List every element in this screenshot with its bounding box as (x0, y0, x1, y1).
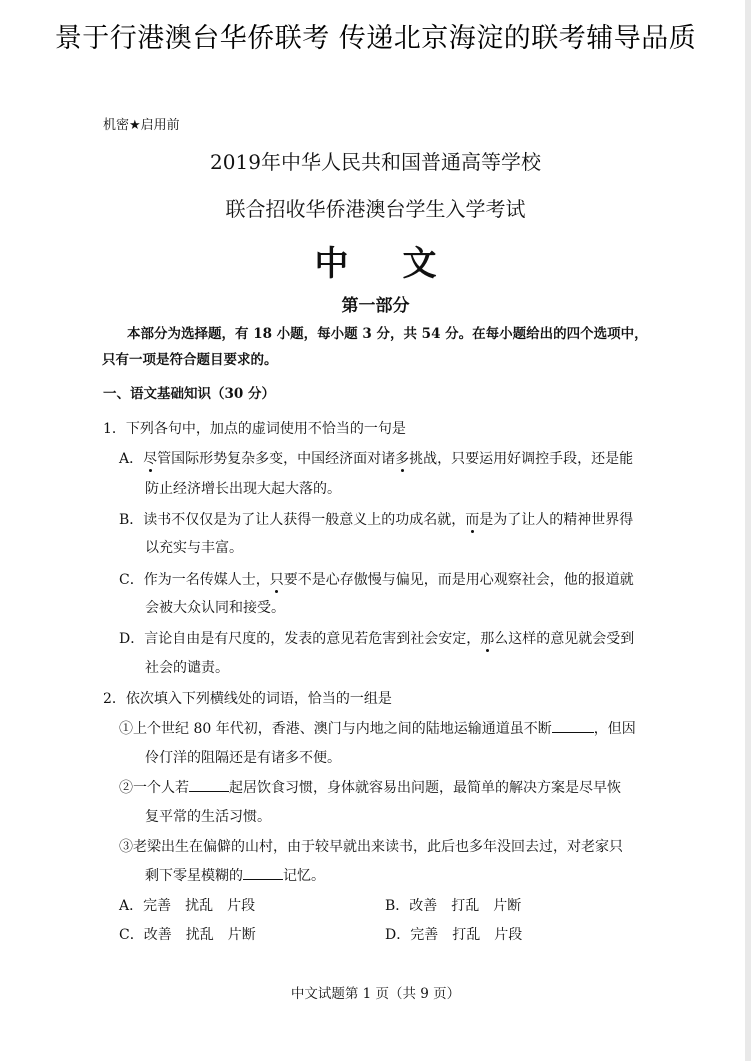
q2-sentence-1-line2: 伶仃洋的阻隔还是有诸多不便。 (145, 750, 341, 766)
subject-title: 中文 (314, 244, 491, 284)
q1-option-d-line2: 社会的谴责。 (145, 660, 229, 676)
fill-blank (189, 777, 229, 792)
option-letter: A． (119, 451, 144, 467)
sentence-text: ，但因 (593, 721, 636, 737)
q2-sentence-3-line1: ③老梁出生在偏僻的山村，由于较早就出来读书，此后也多年没回去过，对老家只 (119, 839, 623, 855)
q2-sentence-3-line2 (145, 865, 325, 885)
page-footer: 中文试题第 1 页（共 9 页） (290, 986, 461, 1002)
question-2-stem: 2．依次填入下列横线处的词语，恰当的一组是 (103, 691, 392, 707)
q2-sentence-1-line1 (119, 718, 636, 738)
dotted-word: 多 (395, 448, 409, 468)
q2-sentence-2-line2: 复平常的生活习惯。 (145, 809, 271, 825)
option-text: 挑战，只要运用好调控手段，还是能 (409, 451, 634, 467)
dotted-word: 尽 (143, 448, 157, 468)
q2-option-d: D．完善 打乱 片段 (385, 927, 523, 943)
q1-option-b-line2: 以充实与丰富。 (145, 540, 243, 556)
option-text: 管国际形势复杂多变，中国经济面对诸 (157, 451, 396, 467)
q2-option-b: B．改善 打乱 片断 (385, 898, 522, 914)
header-banner: 景于行港澳台华侨联考 传递北京海淀的联考辅导品质 (54, 23, 697, 54)
sentence-text: ②一个人若 (119, 780, 189, 796)
q1-option-b-line1 (119, 509, 633, 529)
section-heading: 一、语文基础知识（30 分） (103, 386, 275, 402)
sentence-text: 起居饮食习惯，身体就容易出问题，最简单的解决方案是尽早恢 (229, 780, 621, 796)
q1-option-a-line1 (119, 448, 633, 468)
instructions-line1: 本部分为选择题，有 18 小题，每小题 3 分，共 54 分。在每小题给出的四个选项中， (127, 326, 648, 342)
q2-option-c: C．改善 扰乱 片断 (119, 927, 256, 943)
option-text: 要不是心存傲慢与偏见，而是用心观察社会，他的报道就 (283, 572, 634, 588)
question-1-stem: 1．下列各句中，加点的虚词使用不恰当的一句是 (103, 421, 406, 437)
exam-title-line2: 联合招收华侨港澳台学生入学考试 (225, 197, 526, 221)
dotted-word: 而 (465, 509, 479, 529)
exam-title-line1: 2019年中华人民共和国普通高等学校 (210, 150, 541, 174)
sentence-text: 剩下零星模糊的 (145, 868, 243, 884)
dotted-word: 只 (270, 569, 284, 589)
fill-blank (552, 718, 594, 733)
dotted-word: 那 (480, 628, 494, 648)
fill-blank (243, 865, 283, 880)
q2-option-a: A．完善 扰乱 片段 (119, 898, 256, 914)
option-text: 是为了让人的精神世界得 (479, 512, 634, 528)
q1-option-d-line1 (119, 628, 634, 648)
confidential-label: 机密★启用前 (103, 118, 180, 133)
q1-option-c-line1 (119, 569, 634, 589)
q1-option-c-line2: 会被大众认同和接受。 (145, 600, 285, 616)
option-text: B．读书不仅仅是为了让人获得一般意义上的功成名就， (119, 512, 466, 528)
q1-option-a-line2: 防止经济增长出现大起大落的。 (145, 481, 341, 497)
q2-sentence-2-line1 (119, 777, 621, 797)
part-heading: 第一部分 (341, 296, 410, 316)
sentence-text: 记忆。 (283, 868, 325, 884)
option-text: C．作为一名传媒人士， (119, 572, 270, 588)
option-text: D．言论自由是有尺度的，发表的意见若危害到社会安定， (119, 631, 481, 647)
instructions-line2: 只有一项是符合题目要求的。 (102, 352, 278, 368)
sentence-text: ①上个世纪 80 年代初，香港、澳门与内地之间的陆地运输通道虽不断 (119, 721, 552, 737)
option-text: 么这样的意见就会受到 (494, 631, 635, 647)
